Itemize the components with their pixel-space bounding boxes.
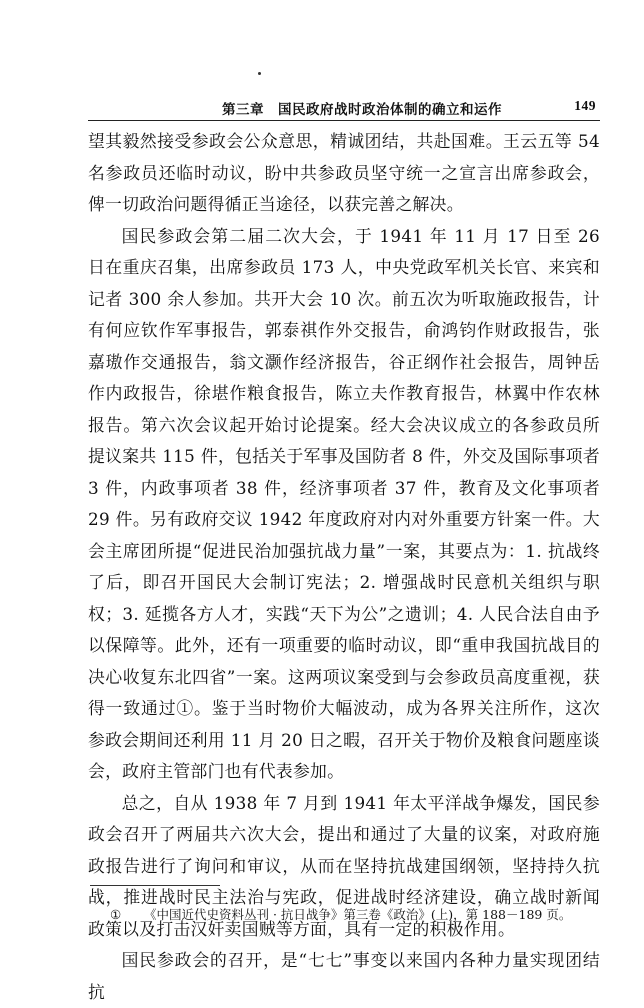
body-text [88, 126, 600, 1008]
paragraph: 总之，自从 1938 年 7 月到 1941 年太平洋战争爆发，国民参政会召开了两届共六次大会，提出和通过了大量的议案，对政府施政报告进行了询问和审议，从而在坚持抗战建国纲领，坚持持久抗战，推进战时民主法治与宪政，促进战时经济建设，确立战时新闻政策以及打击汉奸卖国贼等方面，具有一定的积极作用。 [88, 792, 600, 939]
page-number: 149 [574, 98, 596, 113]
running-header [90, 98, 598, 120]
footnote-rule [90, 885, 220, 886]
footnote-marker: ① [110, 907, 122, 922]
footnote-text: 《中国近代史资料丛刊 · 抗日战争》第三卷《政治》(上)，第 188－189 页。 [144, 907, 572, 922]
chapter-title: 第三章 国民政府战时政治体制的确立和运作 [222, 102, 502, 118]
print-mark [258, 72, 261, 75]
header-rule [88, 120, 600, 121]
footnote [110, 906, 590, 924]
paragraph-continued: 望其毅然接受参政会公众意思，精诚团结，共赴国难。王云五等 54 名参政员还临时动议，盼中共参政员坚守统一之宣言出席参政会，俾一切政治问题得循正当途径，以获完善之解决。 [88, 131, 600, 214]
paragraph: 国民参政会的召开，是“七七”事变以来国内各种力量实现团结抗 [88, 950, 600, 1002]
paragraph: 国民参政会第二届二次大会，于 1941 年 11 月 17 日至 26 日在重庆召集，出席参政员 173 人，中央党政军机关长官、来宾和记者 300 余人参加。共开大会 10 次。前五次为听取施政报告，计有何应钦作军事报告，郭泰祺作外交报告，俞鸿钧作财政报告，张嘉璈作交通报告，翁文灏作经济报告，谷正纲作社会报告，周钟岳作内政报告，徐堪作粮食报告，陈立夫作教育报告，林翼中作农林报告。第六次会议起开始讨论提案。经大会决议成立的各参政员所提议案共 115 件，包括关于军事及国防者 8 件，外交及国际事项者 3 件，内政事项者 38 件，经济事项者 37 件，教育及文化事项者 29 件。另有政府交议 1942 年度政府对内对外重要方针案一件。大会主席团所提“促进民治加强抗战力量”一案，其要点为：1. 抗战终了后，即召开国民大会制订宪法；2. 增强战时民意机关组织与职权；3. 延揽各方人才，实践“天下为公”之遗训；4. 人民合法自由予以保障等。此外，还有一项重要的临时动议，即“重申我国抗战目的决心收复东北四省”一案。这两项议案受到与会参政员高度重视，获得一致通过①。鉴于当时物价大幅波动，成为各界关注所作，这次参政会期间还利用 11 月 20 日之暇，召开关于物价及粮食问题座谈会，政府主管部门也有代表参加。 [88, 225, 600, 781]
